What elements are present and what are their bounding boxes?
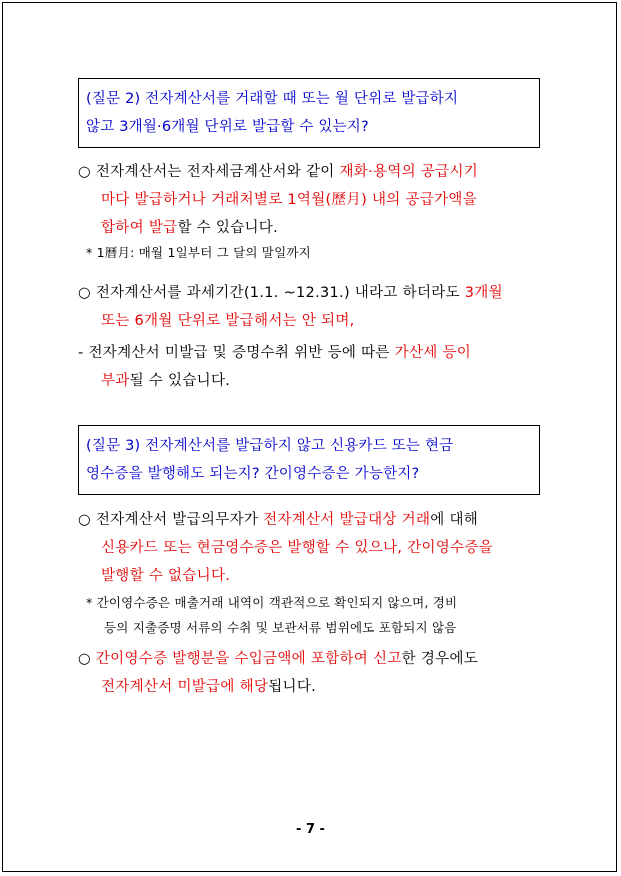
highlight-red: 가산세 등이 bbox=[394, 345, 472, 361]
bullet-dash: - bbox=[78, 345, 84, 361]
highlight-red: 신용카드 또는 현금영수증은 발행할 수 있으나, 간이영수증을 bbox=[101, 540, 494, 556]
question-3-line-2: 영수증을 발행해도 되는지? 간이영수증은 가능한지? bbox=[86, 466, 420, 482]
footnote-2-line-1: * 간이영수증은 매출거래 내역이 객관적으로 확인되지 않으며, 경비 bbox=[86, 595, 458, 610]
answer-3-paragraph-2 bbox=[78, 645, 548, 701]
footnote-2-line-2: 등의 지출증명 서류의 수취 및 보관서류 범위에도 포함되지 않음 bbox=[104, 620, 457, 635]
highlight-red: 간이영수증 발행분을 수입금액에 포함하여 신고 bbox=[90, 651, 402, 667]
text: 됩니다. bbox=[268, 679, 317, 695]
text: 전자계산서 발급의무자가 bbox=[90, 512, 264, 528]
highlight-red: 또는 6개월 단위로 발급해서는 안 되며, bbox=[101, 313, 355, 329]
question-3-line-1: (질문 3) 전자계산서를 발급하지 않고 신용카드 또는 현금 bbox=[86, 438, 454, 454]
highlight-red: 전자계산서 발급대상 거래 bbox=[263, 512, 431, 528]
bullet-circle: ○ bbox=[78, 285, 91, 301]
text: 에 대해 bbox=[430, 512, 479, 528]
bullet-circle: ○ bbox=[78, 164, 91, 180]
bullet-circle: ○ bbox=[78, 512, 91, 528]
highlight-red: 전자계산서 미발급에 해당 bbox=[101, 679, 269, 695]
answer-2-paragraph-1 bbox=[78, 158, 548, 242]
highlight-red: 합하여 발급 bbox=[101, 220, 178, 236]
text: 전자계산서는 전자세금계산서와 같이 bbox=[90, 164, 340, 180]
footnote-1 bbox=[86, 240, 546, 265]
highlight-red: 부과 bbox=[101, 373, 130, 389]
footnote-2 bbox=[86, 590, 546, 640]
question-2-box bbox=[78, 78, 540, 148]
answer-2-paragraph-3 bbox=[78, 339, 548, 395]
highlight-red: 재화·용역의 공급시기 bbox=[339, 164, 479, 180]
bullet-circle: ○ bbox=[78, 651, 91, 667]
question-3-box bbox=[78, 425, 540, 495]
text: 전자계산서를 과세기간(1.1. ~12.31.) 내라고 하더라도 bbox=[90, 285, 465, 301]
highlight-red: 마다 발급하거나 거래처별로 1역월(歷月) 내의 공급가액을 bbox=[101, 192, 478, 208]
answer-2-paragraph-2 bbox=[78, 279, 548, 335]
page-number: - 7 - bbox=[296, 822, 325, 837]
text: 될 수 있습니다. bbox=[129, 373, 231, 389]
text: 전자계산서 미발급 및 증명수취 위반 등에 따른 bbox=[83, 345, 395, 361]
highlight-red: 발행할 수 없습니다. bbox=[101, 568, 231, 584]
highlight-red: 3개월 bbox=[464, 285, 503, 301]
text: 할 수 있습니다. bbox=[177, 220, 279, 236]
question-2-line-2: 않고 3개월·6개월 단위로 발급할 수 있는지? bbox=[86, 119, 369, 135]
question-2-line-1: (질문 2) 전자계산서를 거래할 때 또는 월 단위로 발급하지 bbox=[86, 91, 459, 107]
text: 한 경우에도 bbox=[401, 651, 479, 667]
footnote-1-text: * 1曆月: 매월 1일부터 그 달의 말일까지 bbox=[86, 245, 311, 260]
answer-3-paragraph-1 bbox=[78, 506, 548, 590]
